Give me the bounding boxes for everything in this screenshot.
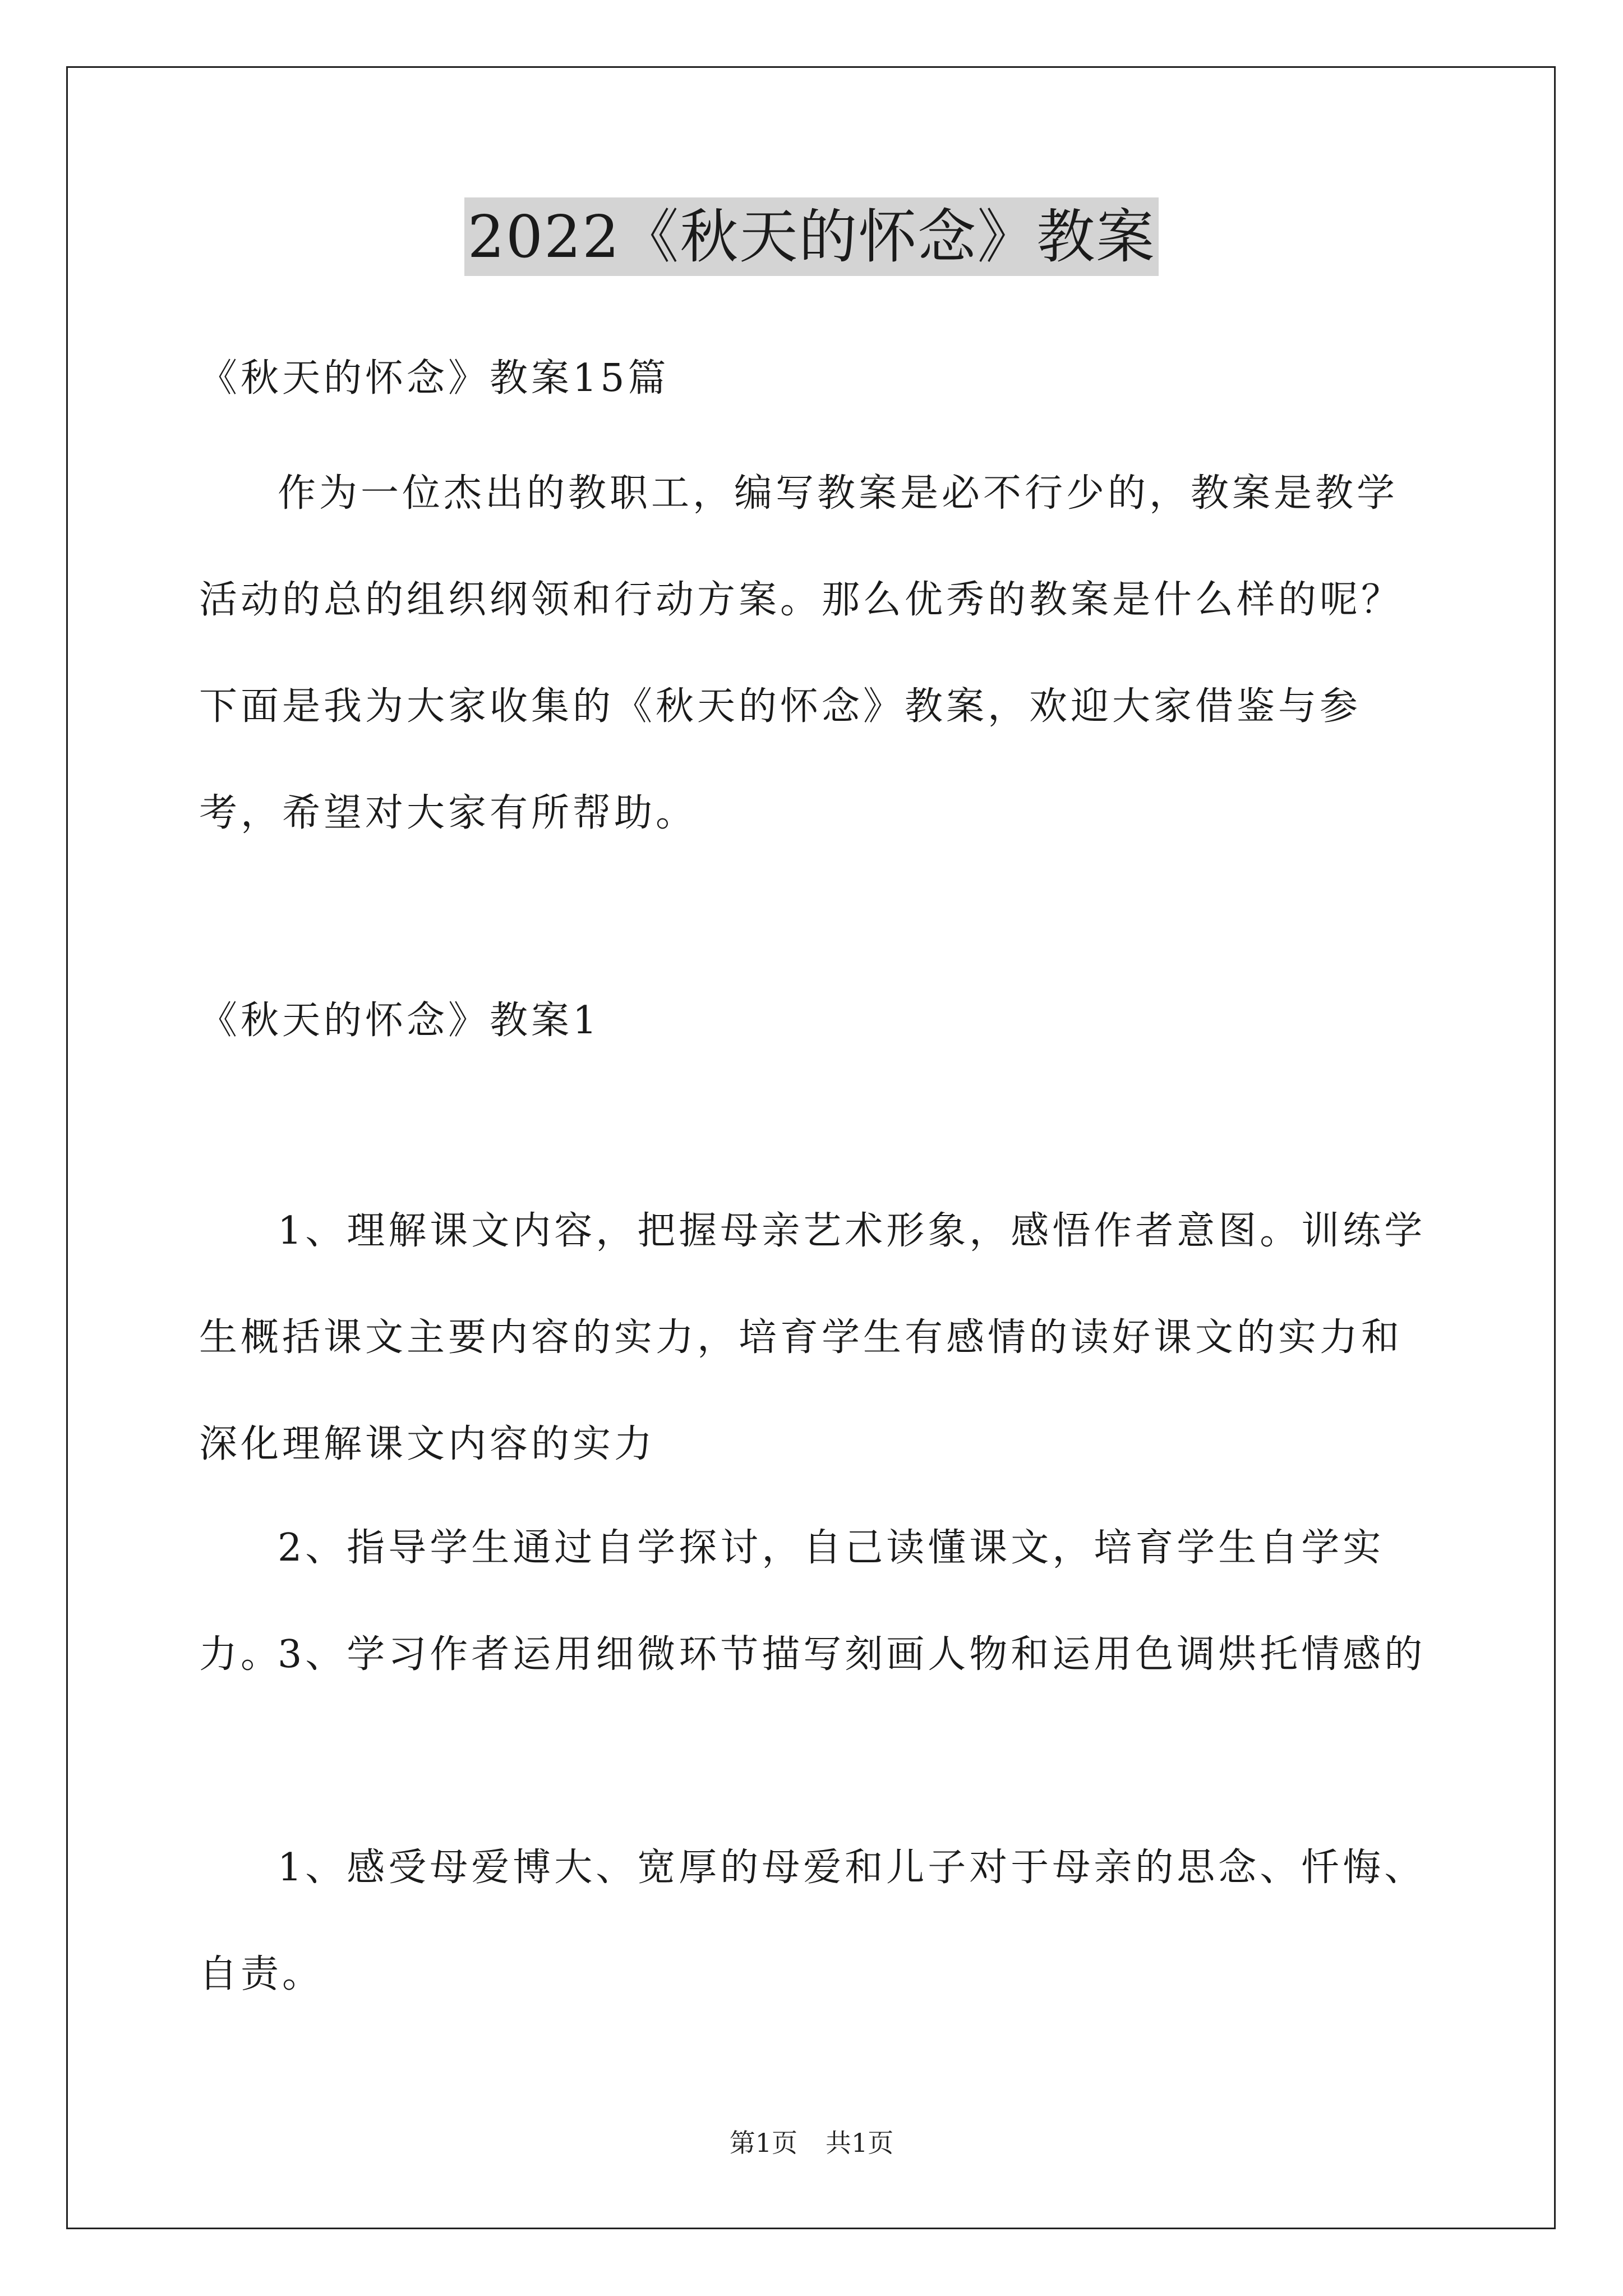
page-footer <box>0 2126 1623 2160</box>
section-heading: 《秋天的怀念》教案1 <box>199 999 601 1043</box>
document-title: 2022《秋天的怀念》教案 <box>464 197 1159 276</box>
title-container <box>0 197 1623 276</box>
objective-item: 1、理解课文内容，把握母亲艺术形象，感悟作者意图。训练学生概括课文主要内容的实力，培育学生有感情的读好课文的实力和深化理解课文内容的实力 <box>199 1209 1426 1466</box>
page-number: 第1页 <box>729 2128 797 2158</box>
objective-item: 3、学习作者运用细微环节描写刻画人物和运用色调烘托情感的 <box>278 1632 1426 1677</box>
objective-item: 2、指导学生通过自学探讨，自己读懂课文，培育学生自学实力。 <box>199 1526 1385 1677</box>
total-pages: 共1页 <box>826 2128 894 2158</box>
document-subtitle: 《秋天的怀念》教案15篇 <box>199 356 670 401</box>
intro-paragraph: 作为一位杰出的教职工，编写教案是必不行少的，教案是教学活动的总的组织纲领和行动方案。那么优秀的教案是什么样的呢？下面是我为大家收集的《秋天的怀念》教案，欢迎大家借鉴与参考，希望对大家有所帮助。 <box>199 471 1403 835</box>
objective-item: 1、感受母爱博大、宽厚的母爱和儿子对于母亲的思念、忏悔、自责。 <box>199 1846 1426 1996</box>
